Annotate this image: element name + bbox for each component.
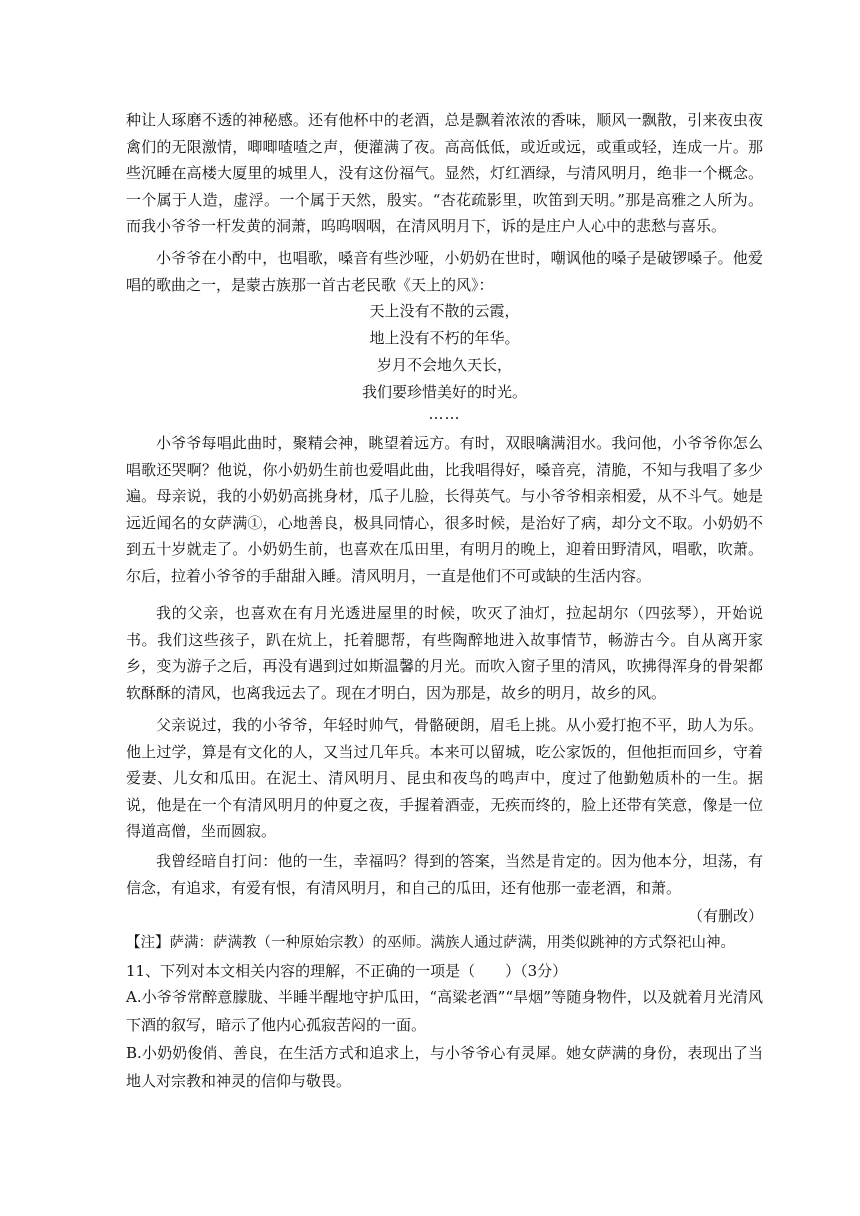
poem (126, 298, 763, 406)
footnote: 【注】萨满：萨满教（一种原始宗教）的巫师。满族人通过萨满，用类似跳神的方式祭祀山神。 (126, 935, 735, 951)
poem-line-3: 岁月不会地久天长， (376, 356, 512, 374)
question-stem: 11、下列对本文相关内容的理解，不正确的一项是（ ）（3分） (126, 962, 568, 980)
poem-ellipsis: …… (428, 405, 461, 423)
poem-line-4: 我们要珍惜美好的时光。 (361, 383, 527, 401)
source-note: （有删改） (687, 907, 763, 925)
poem-line-1: 天上没有不散的云霞， (369, 302, 520, 320)
paragraph-father: 我的父亲，也喜欢在有月光透进屋里的时候，吹灭了油灯，拉起胡尔（四弦琴），开始说书。我们这些孩子，趴在炕上，托着腮帮，有些陶醉地进入故事情节，畅游古今。自从离开家乡，变为游子之后，再没有遇到过如斯温馨的月光。而吹入窗子里的清风，吹拂得浑身的骨架都软酥酥的清风，也离我远去了。现在才明白，因为那是，故乡的明月，故乡的风。 (126, 604, 763, 702)
option-a: A.小爷爷常醉意朦胧、半睡半醒地守护瓜田，“高粱老酒”“旱烟”等随身物件，以及就着月光清风下酒的叙写，暗示了他内心孤寂苦闷的一面。 (126, 988, 763, 1034)
poem-line-2: 地上没有不朽的年华。 (369, 329, 520, 347)
paragraph-grandmother: 小爷爷每唱此曲时，聚精会神，眺望着远方。有时，双眼噙满泪水。我问他，小爷爷你怎么唱歌还哭啊？他说，你小奶奶生前也爱唱此曲，比我唱得好，嗓音亮，清脆，不知与我唱了多少遍。母亲说，我的小奶奶高挑身材，瓜子儿脸，长得英气。与小爷爷相亲相爱，从不斗气。她是远近闻名的女萨满①，心地善良，极具同情心，很多时候，是治好了病，却分文不取。小奶奶不到五十岁就走了。小奶奶生前，也喜欢在瓜田里，有明月的晚上，迎着田野清风，唱歌，吹萧。尔后，拉着小爷爷的手甜甜入睡。清风明月，一直是他们不可或缺的生活内容。 (126, 434, 763, 585)
option-b: B.小奶奶俊俏、善良，在生活方式和追求上，与小爷爷心有灵犀。她女萨满的身份，表现出了当地人对宗教和神灵的信仰与敬畏。 (126, 1044, 763, 1090)
paragraph-grandfather-life: 父亲说过，我的小爷爷，年轻时帅气，骨骼硬朗，眉毛上挑。从小爱打抱不平，助人为乐。他上过学，算是有文化的人，又当过几年兵。本来可以留城，吃公家饭的，但他拒而回乡，守着爱妻、儿女和瓜田。在泥土、清风明月、昆虫和夜鸟的鸣声中，度过了他勤勉质朴的一生。据说，他是在一个有清风明月的仲夏之夜，手握着酒壶，无疾而终的，脸上还带有笑意，像是一位得道高僧，坐而圆寂。 (126, 716, 763, 841)
paragraph-continuation: 种让人琢磨不透的神秘感。还有他杯中的老酒，总是飘着浓浓的香味，顺风一飘散，引来夜虫夜禽们的无限激情，唧唧喳喳之声，便灌满了夜。高高低低，或近或远，或重或轻，连成一片。那些沉睡在高楼大厦里的城里人，没有这份福气。显然，灯红酒绿，与清风明月，绝非一个概念。一个属于人造，虚浮。一个属于天然，殷实。“杏花疏影里，吹笛到天明。”那是高雅之人所为。而我小爷爷一杆发黄的洞萧，呜呜咽咽，在清风明月下，诉的是庄户人心中的悲愁与喜乐。 (126, 111, 763, 236)
paragraph-singing: 小爷爷在小酌中，也唱歌，嗓音有些沙哑，小奶奶在世时，嘲讽他的嗓子是破锣嗓子。他爱唱的歌曲之一，是蒙古族那一首古老民歌《天上的风》： (126, 249, 763, 294)
paragraph-happiness: 我曾经暗自打问：他的一生，幸福吗？得到的答案，当然是肯定的。因为他本分，坦荡，有信念，有追求，有爱有恨，有清风明月，和自己的瓜田，还有他那一壶老酒，和萧。 (126, 852, 763, 897)
